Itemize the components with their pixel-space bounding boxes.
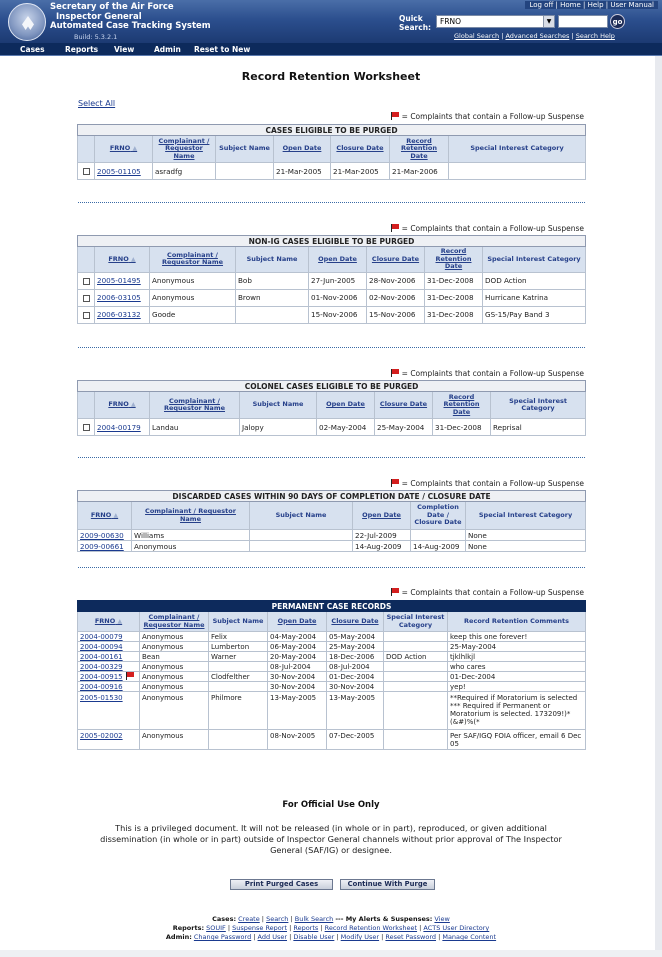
sort-frno[interactable]: FRNO ▲ bbox=[95, 392, 150, 419]
system-title: Secretary of the Air Force Inspector General Automated Case Tracking System bbox=[50, 2, 211, 31]
reset-password-link[interactable]: Reset Password bbox=[385, 933, 437, 941]
frno-link[interactable]: 2005-02002 bbox=[80, 732, 123, 740]
modify-user-link[interactable]: Modify User bbox=[340, 933, 380, 941]
sort-complainant[interactable]: Complainant / Requestor Name bbox=[140, 612, 209, 632]
table-row: 2004-00079 Anonymous Felix 04-May-2004 05-May-2004 keep this one forever! bbox=[78, 632, 586, 642]
nav-reports[interactable]: Reports bbox=[65, 45, 99, 54]
build-version: Build: 5.3.2.1 bbox=[74, 33, 118, 41]
sort-complainant[interactable]: Complainant / Requestor Name bbox=[132, 502, 250, 530]
top-links: Log off | Home | Help | User Manual bbox=[525, 1, 658, 9]
row-checkbox[interactable] bbox=[83, 295, 90, 302]
frno-link[interactable]: 2009-00630 bbox=[80, 530, 124, 540]
chevron-down-icon: ▼ bbox=[543, 16, 554, 27]
sort-frno[interactable]: FRNO ▲ bbox=[78, 502, 132, 530]
help-link[interactable]: Help bbox=[587, 1, 604, 9]
table-row: 2004-00161 Bean Warner 20-May-2004 18-Dec-2006 DOD Action tjklhlkjl bbox=[78, 652, 586, 662]
sort-frno[interactable]: FRNO ▲ bbox=[78, 612, 140, 632]
col-subject: Subject Name bbox=[240, 392, 317, 419]
change-password-link[interactable]: Change Password bbox=[193, 933, 252, 941]
table-row: 2004-00916 Anonymous 30-Nov-2004 30-Nov-2004 yep! bbox=[78, 682, 586, 692]
sort-open-date[interactable]: Open Date bbox=[274, 136, 331, 163]
table-caption: PERMANENT CASE RECORDS bbox=[78, 601, 586, 612]
bulk-search-link[interactable]: Bulk Search bbox=[294, 915, 334, 923]
col-subject: Subject Name bbox=[216, 136, 274, 163]
table-row: 2005-01530 Anonymous Philmore 13-May-2005 13-May-2005 **Required if Moratorium is selected *** Required if Permanent or Moratorium is selected. 173209!)*(&#)%(* bbox=[78, 692, 586, 730]
sort-closure-date[interactable]: Closure Date bbox=[367, 247, 425, 273]
table-caption: CASES ELIGIBLE TO BE PURGED bbox=[78, 125, 586, 136]
search-links: Global Search | Advanced Searches | Search Help bbox=[454, 32, 615, 40]
frno-link[interactable]: 2004-00915 bbox=[80, 673, 123, 681]
suspense-report-link[interactable]: Suspense Report bbox=[232, 924, 288, 932]
quick-search-label: Quick Search: bbox=[399, 14, 432, 32]
row-checkbox[interactable] bbox=[83, 424, 90, 431]
footer-admin-links: Admin: Change Password | Add User | Disable User | Modify User | Reset Password | Manage Content bbox=[165, 933, 497, 941]
frno-link[interactable]: 2005-01530 bbox=[80, 694, 123, 702]
user-manual-link[interactable]: User Manual bbox=[610, 1, 654, 9]
col-completion-date: Completion Date / Closure Date bbox=[411, 502, 466, 530]
sort-complainant[interactable]: Complainant / Requestor Name bbox=[150, 247, 236, 273]
table-row: 2005-01105 asradfg 21-Mar-2005 21-Mar-2005 21-Mar-2006 bbox=[78, 163, 586, 180]
page-title: Record Retention Worksheet bbox=[241, 70, 421, 83]
col-special-interest: Special Interest Category bbox=[384, 612, 448, 632]
table-caption: NON-IG CASES ELIGIBLE TO BE PURGED bbox=[78, 236, 586, 247]
sort-retention-date[interactable]: Record Retention Date bbox=[425, 247, 483, 273]
nav-reset-to-new[interactable]: Reset to New bbox=[194, 45, 251, 54]
sort-complainant[interactable]: Complainant / Requestor Name bbox=[150, 392, 240, 419]
legend: = Complaints that contain a Follow-up Suspense bbox=[391, 479, 584, 488]
table-row: 2004-00094 Anonymous Lumberton 06-May-2004 25-May-2004 25-May-2004 bbox=[78, 642, 586, 652]
sort-asc-icon: ▲ bbox=[131, 401, 136, 409]
table-row: 2009-00661 Anonymous 14-Aug-2009 14-Aug-2009 None bbox=[78, 541, 586, 552]
row-checkbox[interactable] bbox=[83, 168, 90, 175]
table-caption: COLONEL CASES ELIGIBLE TO BE PURGED bbox=[78, 381, 586, 392]
nav-cases[interactable]: Cases bbox=[20, 45, 45, 54]
sort-closure-date[interactable]: Closure Date bbox=[331, 136, 390, 163]
flag-icon bbox=[391, 224, 400, 232]
table-row: 2004-00179 Landau Jalopy 02-May-2004 25-May-2004 31-Dec-2008 Reprisal bbox=[78, 419, 586, 436]
bottom-border bbox=[0, 950, 662, 957]
sort-asc-icon: ▲ bbox=[131, 255, 136, 263]
sort-complainant[interactable]: Complainant / Requestor Name bbox=[153, 136, 216, 163]
sort-asc-icon: ▲ bbox=[113, 511, 119, 519]
table-row: 2009-00630 Williams 22-Jul-2009 None bbox=[78, 530, 586, 541]
legend: = Complaints that contain a Follow-up Suspense bbox=[391, 112, 584, 121]
legend: = Complaints that contain a Follow-up Suspense bbox=[391, 588, 584, 597]
table-row: 2006-03132 Goode 15-Nov-2006 15-Nov-2006 31-Dec-2008 GS-15/Pay Band 3 bbox=[78, 306, 586, 323]
home-link[interactable]: Home bbox=[560, 1, 581, 9]
divider bbox=[78, 567, 585, 568]
table-row: 2005-02002 Anonymous 08-Nov-2005 07-Dec-2005 Per SAF/IGQ FOIA officer, email 6 Dec 05 bbox=[78, 730, 586, 750]
sort-asc-icon: ▲ bbox=[117, 617, 123, 625]
sort-retention-date[interactable]: Record Retention Date bbox=[390, 136, 449, 163]
frno-link[interactable]: 2005-01105 bbox=[97, 166, 141, 176]
divider bbox=[78, 202, 585, 203]
sort-closure-date[interactable]: Closure Date bbox=[327, 612, 384, 632]
manage-content-link[interactable]: Manage Content bbox=[442, 933, 497, 941]
eligible-cases-table bbox=[77, 124, 586, 180]
souif-link[interactable]: SOUIF bbox=[206, 924, 226, 932]
sort-retention-date[interactable]: Record Retention Date bbox=[433, 392, 491, 419]
create-link[interactable]: Create bbox=[238, 915, 260, 923]
col-special-interest: Special Interest Category bbox=[491, 392, 586, 419]
col-special-interest: Special Interest Category bbox=[466, 502, 586, 530]
footer-reports-links: Reports: SOUIF | Suspense Report | Reports | Record Retention Worksheet | ACTS User Directory bbox=[172, 924, 490, 932]
frno-link[interactable]: 2009-00661 bbox=[80, 541, 124, 551]
flag-icon bbox=[126, 672, 135, 680]
go-button[interactable]: go bbox=[610, 14, 625, 29]
fouo-notice: For Official Use Only bbox=[282, 800, 380, 810]
disable-user-link[interactable]: Disable User bbox=[293, 933, 335, 941]
search-help-link[interactable]: Search Help bbox=[575, 32, 615, 40]
nav-view[interactable]: View bbox=[114, 45, 135, 54]
frno-link[interactable]: 2006-03132 bbox=[97, 310, 141, 319]
table-caption: DISCARDED CASES WITHIN 90 DAYS OF COMPLETION DATE / CLOSURE DATE bbox=[78, 491, 586, 502]
search-link[interactable]: Search bbox=[266, 915, 289, 923]
table-row: 2004-00915 Anonymous Clodfelther 30-Nov-2004 01-Dec-2004 01-Dec-2004 bbox=[78, 672, 586, 682]
advanced-searches-link[interactable]: Advanced Searches bbox=[505, 32, 570, 40]
logoff-link[interactable]: Log off bbox=[529, 1, 554, 9]
frno-link[interactable]: 2004-00179 bbox=[97, 422, 141, 432]
sort-open-date[interactable]: Open Date bbox=[309, 247, 367, 273]
col-subject: Subject Name bbox=[236, 247, 309, 273]
app-header bbox=[0, 0, 662, 43]
sort-open-date[interactable]: Open Date bbox=[317, 392, 375, 419]
frno-link[interactable]: 2006-03105 bbox=[97, 293, 141, 302]
global-search-link[interactable]: Global Search bbox=[454, 32, 500, 40]
reports-link[interactable]: Reports bbox=[293, 924, 319, 932]
divider bbox=[78, 457, 585, 458]
continue-with-purge-button[interactable]: Continue With Purge bbox=[340, 879, 435, 890]
flag-icon bbox=[391, 112, 400, 120]
col-subject: Subject Name bbox=[209, 612, 268, 632]
privileged-notice: This is a privileged document. It will not be released (in whole or in part), reproduced, or given additional dissemination (in whole or in part) outside of Inspector General channels without prior approval of The Inspector General (SAF/IG) or designee. bbox=[100, 823, 562, 855]
legend: = Complaints that contain a Follow-up Suspense bbox=[391, 369, 584, 378]
sort-asc-icon: ▲ bbox=[132, 145, 138, 153]
quick-search-input[interactable] bbox=[558, 15, 608, 28]
frno-link[interactable]: 2004-00079 bbox=[80, 632, 123, 641]
colonel-cases-table bbox=[77, 380, 586, 436]
frno-link[interactable]: 2004-00916 bbox=[80, 682, 123, 691]
legend: = Complaints that contain a Follow-up Suspense bbox=[391, 224, 584, 233]
divider bbox=[78, 347, 585, 348]
frno-link[interactable]: 2004-00329 bbox=[80, 662, 123, 671]
sort-open-date[interactable]: Open Date bbox=[268, 612, 327, 632]
record-retention-link[interactable]: Record Retention Worksheet bbox=[324, 924, 418, 932]
table-row: 2005-01495 Anonymous Bob 27-Jun-2005 28-Nov-2006 31-Dec-2008 DOD Action bbox=[78, 272, 586, 289]
col-retention-comments: Record Retention Comments bbox=[448, 612, 586, 632]
print-purged-cases-button[interactable]: Print Purged Cases bbox=[230, 879, 333, 890]
flag-icon bbox=[391, 479, 400, 487]
sort-frno[interactable]: FRNO ▲ bbox=[95, 247, 150, 273]
quick-search-select[interactable]: FRNO ▼ bbox=[436, 15, 555, 28]
footer-cases-links: Cases: Create | Search | Bulk Search --- My Alerts & Suspenses: View bbox=[212, 915, 450, 923]
sort-frno[interactable]: FRNO ▲ bbox=[95, 136, 153, 163]
frno-link[interactable]: 2004-00161 bbox=[80, 652, 123, 661]
sort-open-date[interactable]: Open Date bbox=[353, 502, 411, 530]
discarded-cases-table bbox=[77, 490, 586, 552]
frno-link[interactable]: 2004-00094 bbox=[80, 642, 123, 651]
main-nav bbox=[0, 43, 662, 56]
select-all-link[interactable]: Select All bbox=[78, 99, 116, 108]
flag-icon bbox=[391, 369, 400, 377]
acts-user-directory-link[interactable]: ACTS User Directory bbox=[423, 924, 490, 932]
nav-admin[interactable]: Admin bbox=[154, 45, 181, 54]
right-border bbox=[655, 56, 662, 957]
air-force-seal-icon bbox=[8, 3, 46, 41]
table-row: 2004-00329 Anonymous 08-Jul-2004 08-Jul-2004 who cares bbox=[78, 662, 586, 672]
table-row: 2006-03105 Anonymous Brown 01-Nov-2006 02-Nov-2006 31-Dec-2008 Hurricane Katrina bbox=[78, 289, 586, 306]
row-checkbox[interactable] bbox=[83, 278, 90, 285]
col-special-interest: Special Interest Category bbox=[449, 136, 586, 163]
flag-icon bbox=[391, 588, 400, 596]
add-user-link[interactable]: Add User bbox=[257, 933, 288, 941]
sort-closure-date[interactable]: Closure Date bbox=[375, 392, 433, 419]
col-subject: Subject Name bbox=[250, 502, 353, 530]
frno-link[interactable]: 2005-01495 bbox=[97, 276, 141, 285]
col-special-interest: Special Interest Category bbox=[483, 247, 586, 273]
row-checkbox[interactable] bbox=[83, 312, 90, 319]
alerts-view-link[interactable]: View bbox=[434, 915, 450, 923]
permanent-records-table bbox=[77, 600, 586, 750]
non-ig-cases-table bbox=[77, 235, 586, 324]
